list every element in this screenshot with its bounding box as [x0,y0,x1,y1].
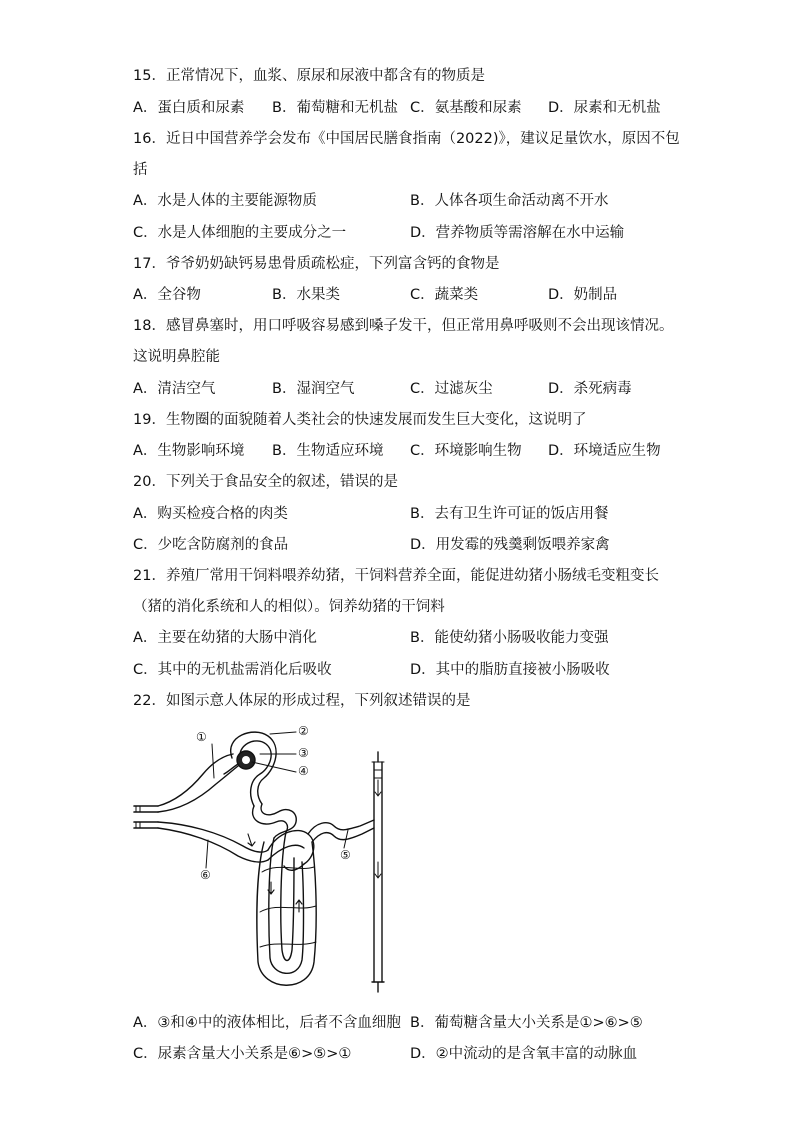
label-1: ① [196,730,207,744]
q15-stem: 15．正常情况下，血浆、原尿和尿液中都含有的物质是 [133,68,485,84]
q22-option-d: D．②中流动的是含氧丰富的动脉血 [410,1046,638,1062]
q18-option-c: C．过滤灰尘 [410,381,493,397]
q20-stem: 20．下列关于食品安全的叙述，错误的是 [133,474,398,490]
q19-option-a: A．生物影响环境 [133,443,245,459]
q21-stem-line1: 21．养殖厂常用干饲料喂养幼猪，干饲料营养全面，能促进幼猪小肠绒毛变粗变长 [133,568,659,584]
q16-option-a: A．水是人体的主要能源物质 [133,193,317,209]
q19-option-c: C．环境影响生物 [410,443,522,459]
q20-option-a: A．购买检疫合格的肉类 [133,506,288,522]
q17-stem: 17．爷爷奶奶缺钙易患骨质疏松症，下列富含钙的食物是 [133,256,500,272]
q17-option-a: A．全谷物 [133,287,201,303]
q17-option-d: D．奶制品 [548,287,618,303]
q16-option-c: C．水是人体细胞的主要成分之一 [133,225,347,241]
q15-option-d: D．尿素和无机盐 [548,100,661,116]
q21-option-d: D．其中的脂肪直接被小肠吸收 [410,662,610,678]
q21-option-c: C．其中的无机盐需消化后吸收 [133,662,332,678]
q22-stem: 22．如图示意人体尿的形成过程，下列叙述错误的是 [133,693,471,709]
q16-stem-line1: 16．近日中国营养学会发布《中国居民膳食指南（2022)》，建议足量饮水，原因不包 [133,131,680,147]
q15-option-a: A．蛋白质和尿素 [133,100,245,116]
q22-option-b: B．葡萄糖含量大小关系是①>⑥>⑤ [410,1015,643,1031]
q17-option-b: B．水果类 [272,287,340,303]
q21-option-a: A．主要在幼猪的大肠中消化 [133,630,317,646]
q18-option-b: B．湿润空气 [272,381,355,397]
q20-option-c: C．少吃含防腐剂的食品 [133,537,289,553]
label-5: ⑤ [340,848,351,862]
q21-option-b: B．能使幼猪小肠吸收能力变强 [410,630,609,646]
q15-option-c: C．氨基酸和尿素 [410,100,522,116]
q19-stem: 19．生物圈的面貌随着人类社会的快速发展而发生巨大变化，这说明了 [133,412,587,428]
q18-stem-line1: 18．感冒鼻塞时，用口呼吸容易感到嗓子发干，但正常用鼻呼吸则不会出现该情况。 [133,318,674,334]
q21-stem-line2: （猪的消化系统和人的相似）。饲养幼猪的干饲料 [133,599,445,615]
q18-option-a: A．清洁空气 [133,381,216,397]
q20-option-d: D．用发霉的残羹剩饭喂养家禽 [410,537,610,553]
nephron-diagram [128,722,418,1002]
label-2: ② [298,724,309,738]
q22-option-a: A．③和④中的液体相比，后者不含血细胞 [133,1015,401,1031]
q19-option-b: B．生物适应环境 [272,443,384,459]
q18-stem-line2: 这说明鼻腔能 [133,349,220,365]
label-6: ⑥ [200,868,211,882]
q18-option-d: D．杀死病毒 [548,381,632,397]
q17-option-c: C．蔬菜类 [410,287,479,303]
q19-option-d: D．环境适应生物 [548,443,661,459]
q22-option-c: C．尿素含量大小关系是⑥>⑤>① [133,1046,352,1062]
q20-option-b: B．去有卫生许可证的饭店用餐 [410,506,609,522]
label-4: ④ [298,764,309,778]
label-3: ③ [298,746,309,760]
q16-option-b: B．人体各项生命活动离不开水 [410,193,609,209]
q15-option-b: B．葡萄糖和无机盐 [272,100,398,116]
q16-option-d: D．营养物质等需溶解在水中运输 [410,225,625,241]
q16-stem-line2: 括 [133,162,148,178]
